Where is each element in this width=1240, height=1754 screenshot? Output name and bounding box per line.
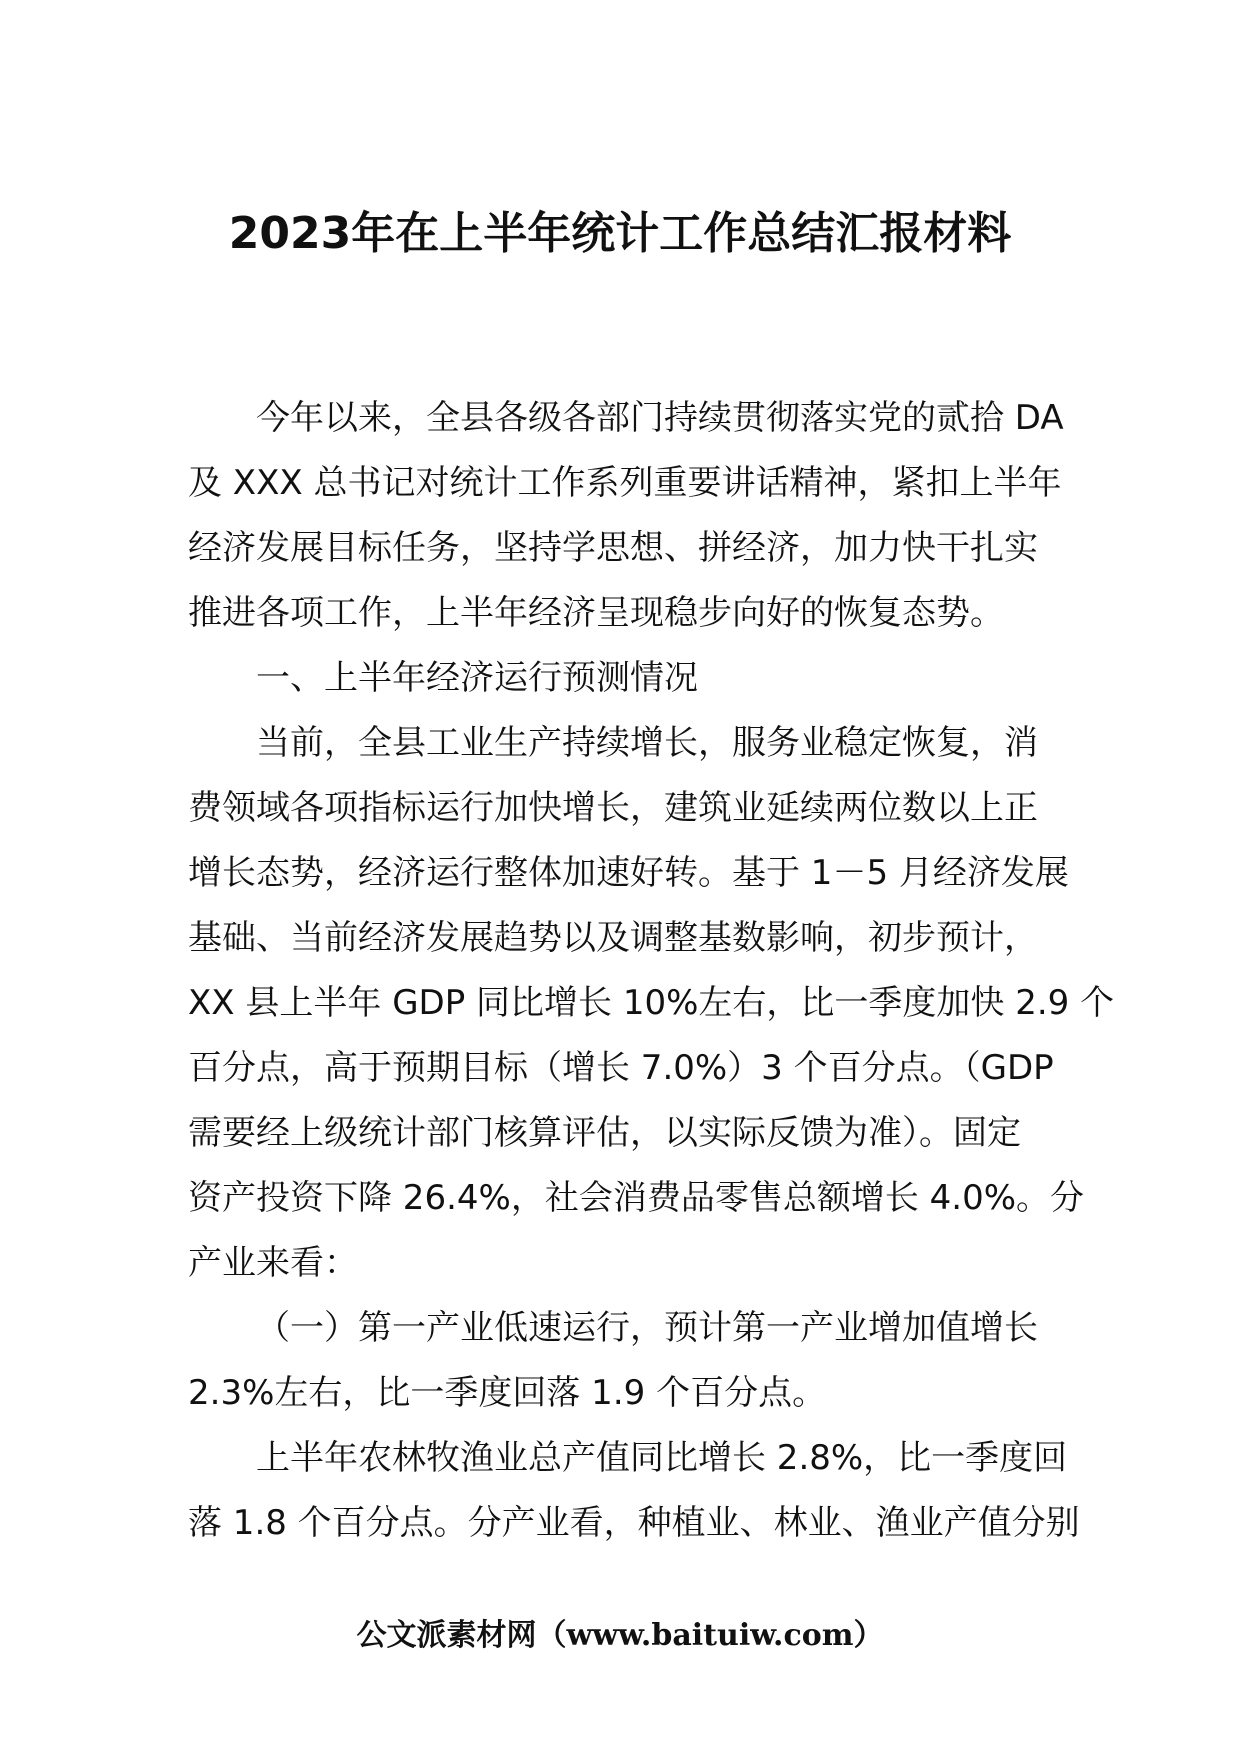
body-line: 需要经上级统计部门核算评估，以实际反馈为准）。固定 (188, 1113, 1021, 1153)
body-line: 费领域各项指标运行加快增长，建筑业延续两位数以上正 (188, 788, 1038, 828)
body-line: 当前，全县工业生产持续增长，服务业稳定恢复，消 (256, 723, 1038, 763)
body-line: 落 1.8 个百分点。分产业看，种植业、林业、渔业产值分别 (188, 1503, 1080, 1543)
body-line: 基础、当前经济发展趋势以及调整基数影响，初步预计， (188, 918, 1038, 958)
body-line: 2.3%左右，比一季度回落 1.9 个百分点。 (188, 1373, 827, 1413)
body-line: 推进各项工作，上半年经济呈现稳步向好的恢复态势。 (188, 593, 1004, 633)
body-line: 上半年农林牧渔业总产值同比增长 2.8%，比一季度回 (256, 1438, 1068, 1478)
body-line: 经济发展目标任务，坚持学思想、拼经济，加力快干扎实 (188, 528, 1038, 568)
footer-watermark: 公文派素材网（www.baituiw.com） (356, 1618, 884, 1653)
document-title: 2023年在上半年统计工作总结汇报材料 (228, 208, 1012, 259)
section-heading: 一、上半年经济运行预测情况 (256, 658, 698, 698)
body-line: 百分点，高于预期目标（增长 7.0%）3 个百分点。（GDP (188, 1048, 1054, 1088)
body-line: 产业来看： (188, 1243, 358, 1283)
body-line: 资产投资下降 26.4%，社会消费品零售总额增长 4.0%。分 (188, 1178, 1085, 1218)
body-line: 今年以来，全县各级各部门持续贯彻落实党的贰拾 DA (256, 398, 1064, 438)
body-line: 增长态势，经济运行整体加速好转。基于 1－5 月经济发展 (188, 853, 1069, 893)
body-line: XX 县上半年 GDP 同比增长 10%左右，比一季度加快 2.9 个 (188, 983, 1115, 1023)
subsection-heading: （一）第一产业低速运行，预计第一产业增加值增长 (256, 1308, 1038, 1348)
body-line: 及 XXX 总书记对统计工作系列重要讲话精神，紧扣上半年 (188, 463, 1062, 503)
document-body (188, 386, 1115, 1556)
